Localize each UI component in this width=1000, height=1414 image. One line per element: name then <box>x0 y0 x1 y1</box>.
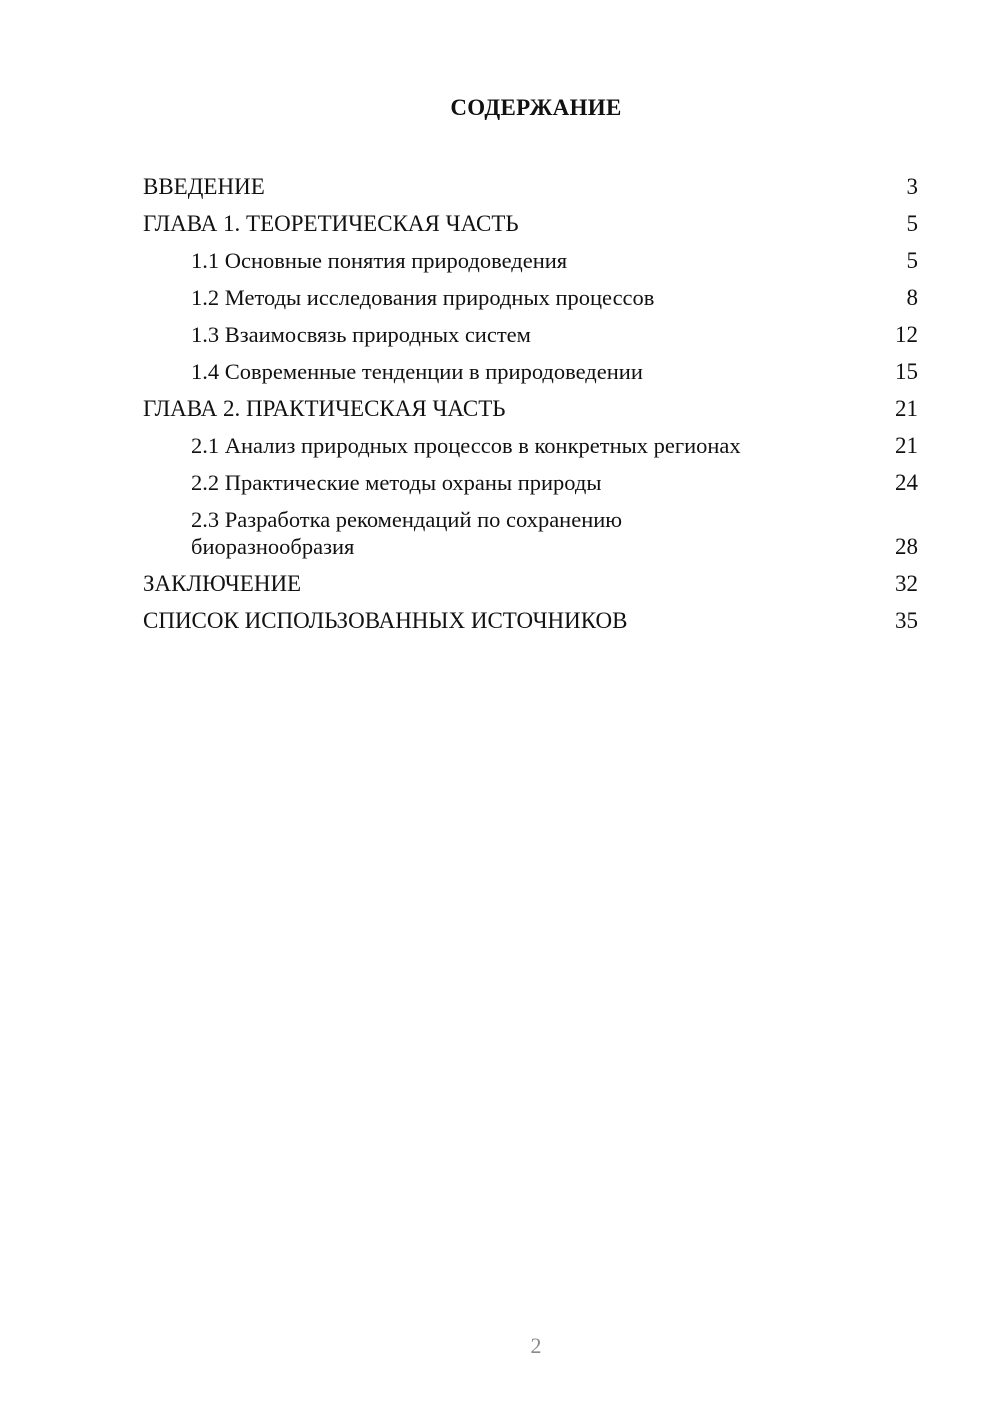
toc-entry-page: 21 <box>895 396 918 421</box>
toc-entry-page: 28 <box>895 534 918 559</box>
toc-entry-section-2-3[interactable] <box>143 501 918 565</box>
toc-entry-section-2-1[interactable] <box>143 427 918 464</box>
toc-entry-page: 15 <box>895 359 918 384</box>
table-of-contents <box>143 168 918 639</box>
toc-entry-page: 24 <box>895 470 918 495</box>
toc-entry-label: 1.4 Современные тенденции в природоведении <box>191 359 643 384</box>
toc-entry-page: 35 <box>895 608 918 633</box>
toc-entry-page: 5 <box>906 248 918 273</box>
toc-entry-chapter-2[interactable] <box>143 390 918 427</box>
toc-entry-section-1-4[interactable] <box>143 353 918 390</box>
toc-entry-label: 2.2 Практические методы охраны природы <box>191 470 602 495</box>
toc-entry-section-1-1[interactable] <box>143 242 918 279</box>
toc-entry-page: 32 <box>895 571 918 596</box>
toc-entry-introduction[interactable] <box>143 168 918 205</box>
toc-entry-page: 21 <box>895 433 918 458</box>
page-title: СОДЕРЖАНИЕ <box>450 95 622 120</box>
toc-entry-page: 5 <box>906 211 918 236</box>
toc-entry-page: 8 <box>906 285 918 310</box>
toc-entry-section-2-2[interactable] <box>143 464 918 501</box>
toc-entry-section-1-2[interactable] <box>143 279 918 316</box>
toc-entry-label: ЗАКЛЮЧЕНИЕ <box>143 571 302 596</box>
toc-entry-label: 2.1 Анализ природных процессов в конкретных регионах <box>191 433 741 458</box>
toc-entry-label: ВВЕДЕНИЕ <box>143 174 265 199</box>
toc-entry-label: ГЛАВА 2. ПРАКТИЧЕСКАЯ ЧАСТЬ <box>143 396 506 421</box>
page-number: 2 <box>530 1333 542 1358</box>
toc-entry-label: 2.3 Разработка рекомендаций по сохранению биоразнообразия <box>191 507 623 559</box>
toc-entry-page: 3 <box>906 174 918 199</box>
toc-entry-section-1-3[interactable] <box>143 316 918 353</box>
toc-entry-conclusion[interactable] <box>143 565 918 602</box>
toc-entry-label: СПИСОК ИСПОЛЬЗОВАННЫХ ИСТОЧНИКОВ <box>143 608 628 633</box>
toc-entry-label: 1.2 Методы исследования природных процессов <box>191 285 655 310</box>
toc-entry-label: ГЛАВА 1. ТЕОРЕТИЧЕСКАЯ ЧАСТЬ <box>143 211 519 236</box>
toc-entry-page: 12 <box>895 322 918 347</box>
toc-entry-chapter-1[interactable] <box>143 205 918 242</box>
toc-entry-label: 1.1 Основные понятия природоведения <box>191 248 568 273</box>
toc-entry-label: 1.3 Взаимосвязь природных систем <box>191 322 531 347</box>
toc-entry-references[interactable] <box>143 602 918 639</box>
